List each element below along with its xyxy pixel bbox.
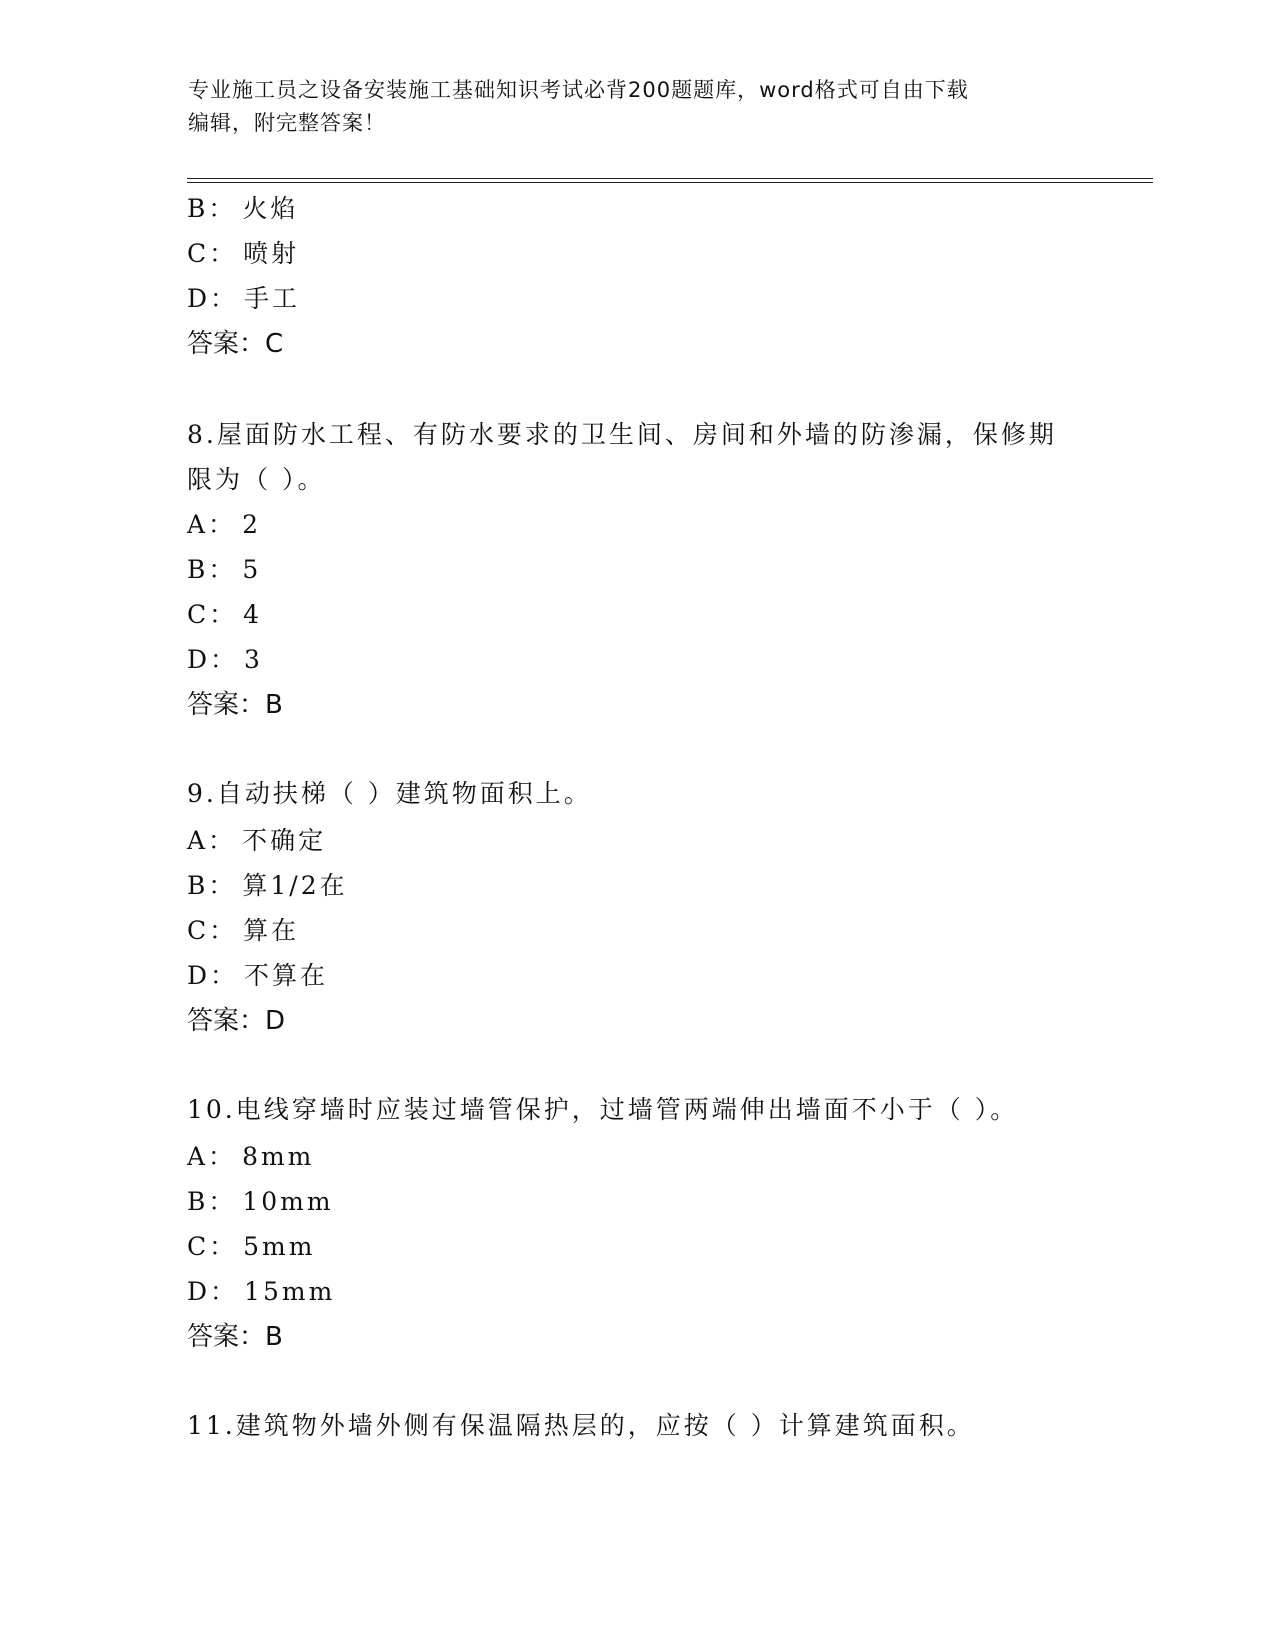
answer-label: 答案：D xyxy=(187,1006,286,1036)
answer-label: 答案：C xyxy=(187,329,284,359)
header-title-line-2: 编辑，附完整答案！ xyxy=(188,111,386,135)
option-text: 8mm xyxy=(242,1142,315,1171)
option-b xyxy=(187,194,298,224)
option-letter: B： xyxy=(187,555,237,584)
option-d xyxy=(187,645,263,675)
option-c xyxy=(187,600,262,630)
option-letter: C： xyxy=(187,1232,238,1261)
option-text: 15mm xyxy=(244,1277,336,1306)
option-letter: C： xyxy=(187,239,238,268)
option-b xyxy=(187,1187,334,1217)
option-text: 不确定 xyxy=(242,826,327,855)
option-letter: D： xyxy=(187,1277,239,1306)
question-10: 10.电线穿墙时应装过墙管保护，过墙管两端伸出墙面不小于（ ）。 xyxy=(187,1095,1019,1124)
option-letter: C： xyxy=(187,916,238,945)
option-d xyxy=(187,1277,335,1307)
option-c xyxy=(187,239,299,269)
option-letter: D： xyxy=(187,961,239,990)
option-text: 算在 xyxy=(243,916,300,945)
question-8: 8.屋面防水工程、有防水要求的卫生间、房间和外墙的防渗漏，保修期限为（ ）。 xyxy=(187,420,1057,494)
option-letter: A： xyxy=(187,826,237,855)
option-text: 10mm xyxy=(242,1187,334,1216)
header-divider-top xyxy=(187,178,1153,179)
option-letter: B： xyxy=(187,1187,237,1216)
option-text: 5 xyxy=(242,555,262,584)
option-text: 喷射 xyxy=(243,239,300,268)
option-a xyxy=(187,826,326,856)
option-text: 4 xyxy=(243,600,263,629)
option-d xyxy=(187,961,328,991)
option-b xyxy=(187,555,261,585)
document-header xyxy=(188,74,1088,140)
option-d xyxy=(187,284,300,314)
option-letter: D： xyxy=(187,284,239,313)
option-letter: A： xyxy=(187,510,237,539)
option-text: 不算在 xyxy=(244,961,329,990)
answer-label: 答案：B xyxy=(187,1322,283,1352)
option-a xyxy=(187,510,261,540)
option-letter: A： xyxy=(187,1142,237,1171)
option-text: 算1/2在 xyxy=(242,871,348,900)
option-c xyxy=(187,916,299,946)
header-divider-bottom xyxy=(187,182,1153,183)
option-letter: C： xyxy=(187,600,238,629)
option-letter: D： xyxy=(187,645,239,674)
option-text: 5mm xyxy=(243,1232,316,1261)
question-11: 11.建筑物外墙外侧有保温隔热层的，应按（ ）计算建筑面积。 xyxy=(187,1411,975,1440)
option-text: 火焰 xyxy=(242,194,299,223)
option-b xyxy=(187,871,348,901)
answer-label: 答案：B xyxy=(187,690,283,720)
header-title-line-1: 专业施工员之设备安装施工基础知识考试必背200题题库，word格式可自由下载 xyxy=(188,78,969,102)
option-text: 3 xyxy=(244,645,263,674)
option-letter: B： xyxy=(187,871,237,900)
option-a xyxy=(187,1142,314,1172)
option-c xyxy=(187,1232,315,1262)
option-letter: B： xyxy=(187,194,237,223)
question-9: 9.自动扶梯（ ）建筑物面积上。 xyxy=(187,779,592,808)
option-text: 手工 xyxy=(244,284,301,313)
option-text: 2 xyxy=(242,510,261,539)
